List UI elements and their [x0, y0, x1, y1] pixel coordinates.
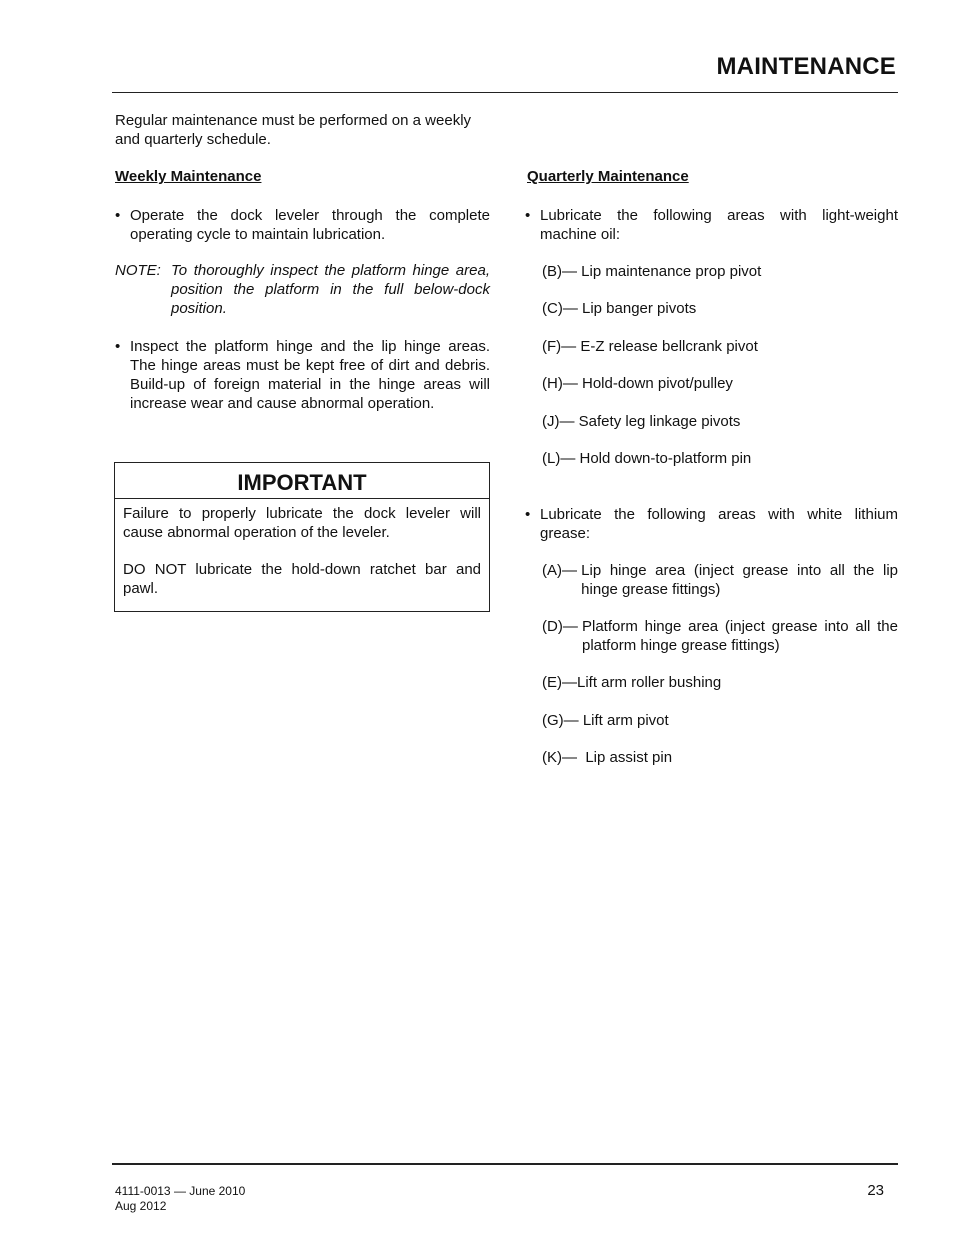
revision-date: Aug 2012: [115, 1199, 167, 1213]
weekly-bullet-operate: [115, 206, 490, 244]
quarterly-bullet-grease: [525, 505, 898, 543]
item-text: Hold down-to-platform pin: [579, 450, 752, 467]
important-paragraph: DO NOT lubricate the hold-down ratchet bar and pawl.: [123, 561, 481, 597]
grease-item: [542, 617, 898, 655]
bullet-dot: •: [115, 207, 121, 224]
important-title: IMPORTANT: [115, 463, 489, 499]
bullet-dot: •: [115, 338, 121, 355]
note: [115, 261, 490, 318]
bullet-dot: •: [525, 506, 531, 523]
page-number: 23: [867, 1182, 884, 1199]
item-text: Lip assist pin: [585, 749, 673, 766]
grease-item: [542, 673, 898, 692]
quarterly-bullet-oil: [525, 206, 898, 244]
item-code: (E)—: [542, 674, 577, 691]
item-text: Lift arm pivot: [582, 712, 669, 729]
oil-item: [542, 337, 898, 356]
grease-item: [542, 561, 898, 599]
grease-item: [542, 711, 898, 730]
note-label: NOTE:: [115, 262, 161, 279]
item-code: (B)—: [542, 263, 582, 280]
oil-item: [542, 262, 898, 281]
item-text: Lift arm roller bushing: [577, 674, 722, 691]
item-text: E-Z release bellcrank pivot: [580, 338, 758, 355]
document-number: 4111-0013 — June 2010: [115, 1184, 246, 1198]
important-paragraph: Failure to properly lubricate the dock leveler will cause abnormal operation of the leveler.: [123, 505, 481, 541]
bullet-text: Lubricate the following areas with white lithium grease:: [540, 506, 898, 542]
item-text: Hold-down pivot/pulley: [582, 375, 733, 392]
oil-item: [542, 299, 898, 318]
important-box: [114, 462, 490, 612]
bullet-text: Operate the dock leveler through the complete operating cycle to maintain lubrication.: [130, 207, 490, 243]
item-code: (A)—: [542, 562, 582, 579]
header-divider: [112, 92, 898, 93]
item-code: (D)—: [542, 618, 582, 635]
item-code: (L)—: [542, 450, 580, 467]
bullet-text: Lubricate the following areas with light-weight machine oil:: [540, 207, 898, 243]
footer-document-info: [115, 1184, 245, 1214]
oil-item: [542, 374, 898, 393]
oil-item: [542, 412, 898, 431]
item-text: Lip banger pivots: [582, 300, 697, 317]
item-code: (G)—: [542, 712, 583, 729]
important-body: [115, 499, 489, 598]
grease-item: [542, 748, 898, 767]
weekly-heading: Weekly Maintenance: [115, 168, 262, 185]
item-code: (K)—: [542, 749, 586, 766]
item-code: (F)—: [542, 338, 581, 355]
item-text: Lip maintenance prop pivot: [581, 263, 762, 280]
quarterly-heading: Quarterly Maintenance: [527, 168, 689, 185]
item-code: (H)—: [542, 375, 582, 392]
item-code: (C)—: [542, 300, 582, 317]
bullet-dot: •: [525, 207, 531, 224]
item-text: Lip hinge area (inject grease into all the lip hinge grease fittings): [581, 562, 898, 598]
bullet-text: Inspect the platform hinge and the lip hinge areas. The hinge areas must be kept free of dirt and debris. Build-up of foreign material in the hinge areas will increase wear and cause abnormal operation.: [130, 338, 490, 412]
item-code: (J)—: [542, 413, 579, 430]
oil-item: [542, 449, 898, 468]
footer-divider: [112, 1163, 898, 1165]
item-text: Safety leg linkage pivots: [578, 413, 741, 430]
page-title: MAINTENANCE: [716, 53, 896, 80]
intro-paragraph: Regular maintenance must be performed on a weekly and quarterly schedule.: [115, 112, 472, 148]
note-text: To thoroughly inspect the platform hinge area, position the platform in the full below-dock position.: [171, 262, 490, 317]
item-text: Platform hinge area (inject grease into all the platform hinge grease fittings): [582, 618, 898, 654]
weekly-bullet-inspect: [115, 337, 490, 413]
